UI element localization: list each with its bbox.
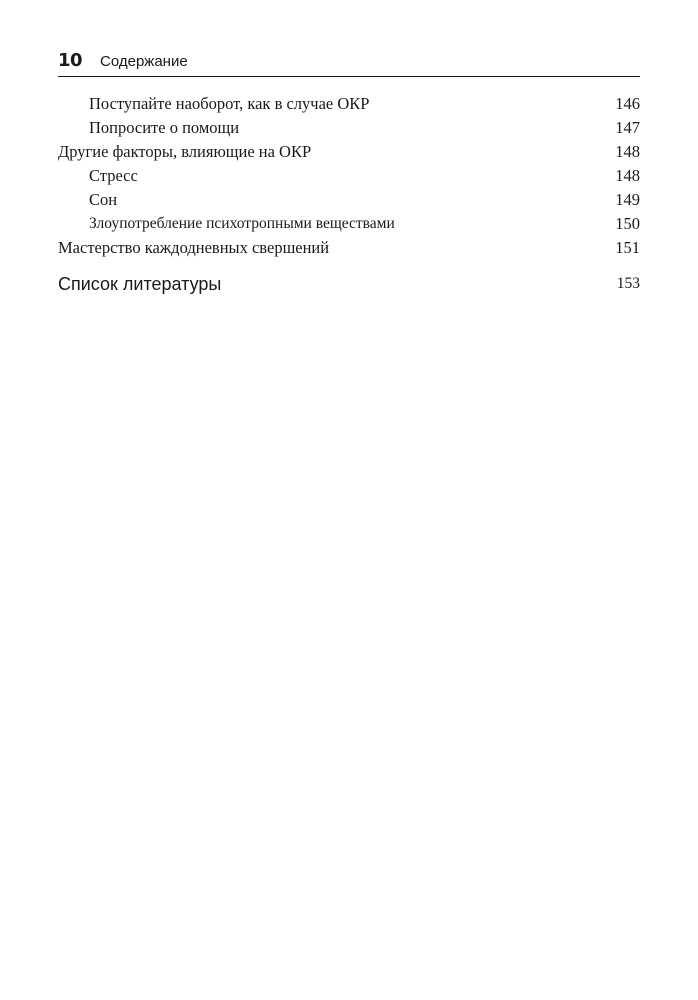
toc-entry[interactable] [58, 236, 640, 260]
toc-entry-title: Другие факторы, влияющие на ОКР [58, 142, 312, 161]
toc-entry-page: 150 [615, 214, 640, 233]
toc-entry[interactable] [58, 140, 640, 164]
toc-entry-page: 146 [615, 94, 640, 113]
toc-entry-title: Сон [89, 190, 118, 209]
toc-entry-title: Список литературы [58, 274, 222, 294]
toc-entry[interactable] [58, 164, 640, 188]
toc-entry[interactable] [58, 92, 640, 116]
toc-entry-page: 148 [615, 142, 640, 161]
page-number: 10 [58, 50, 83, 71]
toc-entry-title: Мастерство каждодневных свершений [58, 238, 330, 257]
toc-entry-page: 153 [616, 275, 640, 292]
toc-entry-title: Попросите о помощи [89, 118, 240, 137]
page-header [58, 48, 640, 77]
toc-entry-page: 151 [615, 238, 640, 257]
toc-entry-title: Злоупотребление психотропными веществами [89, 215, 395, 232]
toc-entry-page: 149 [615, 190, 640, 209]
toc-chapter-entry[interactable] [58, 271, 640, 297]
running-head: Содержание [100, 53, 188, 70]
toc-entry-title: Поступайте наоборот, как в случае ОКР [89, 94, 370, 113]
toc-entry-page: 148 [615, 166, 640, 185]
toc-entry[interactable] [58, 212, 640, 236]
toc-entry[interactable] [58, 116, 640, 140]
toc-entry-title: Стресс [89, 166, 138, 185]
toc-entry[interactable] [58, 188, 640, 212]
table-of-contents [58, 92, 640, 297]
toc-entry-page: 147 [615, 118, 640, 137]
